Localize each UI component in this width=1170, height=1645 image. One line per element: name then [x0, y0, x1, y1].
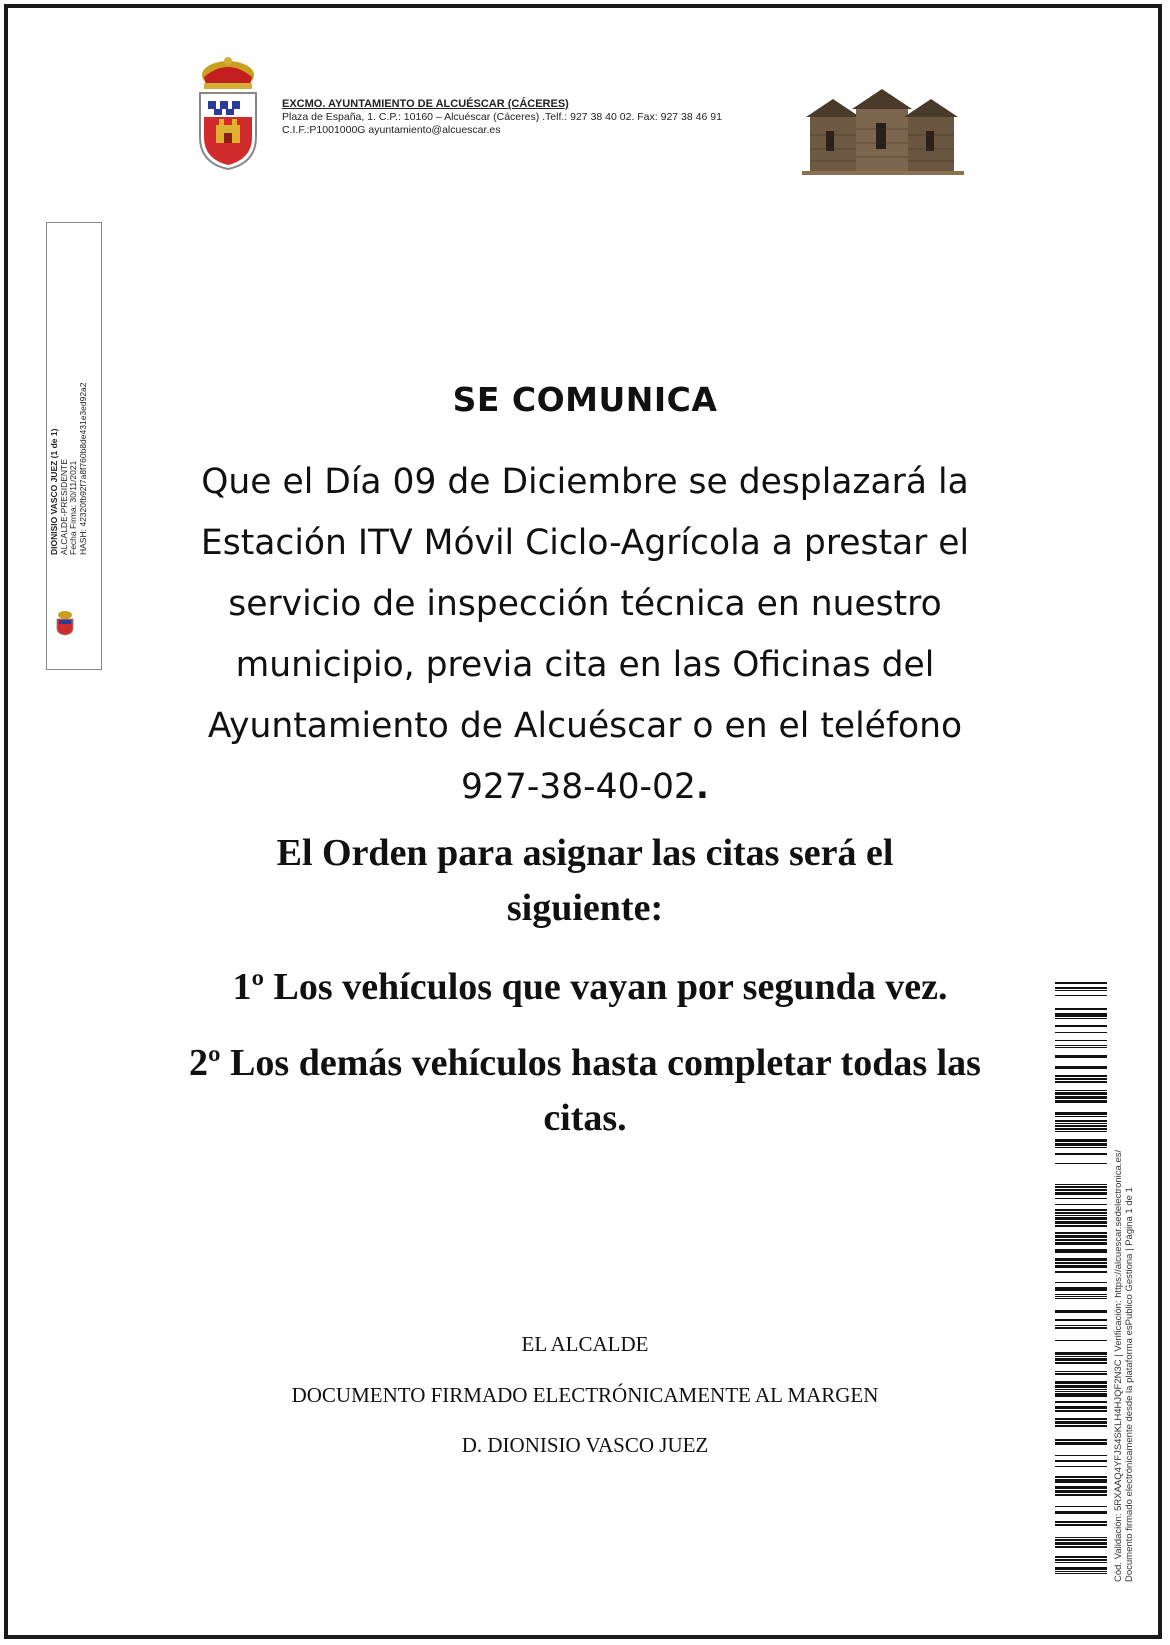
- barcode-bar: [1055, 1116, 1107, 1117]
- barcode-bar: [1055, 1066, 1107, 1069]
- barcode-bar: [1055, 1265, 1107, 1268]
- barcode-bar: [1055, 1123, 1107, 1124]
- barcode-bar: [1055, 1562, 1107, 1563]
- barcode-bar: [1055, 1008, 1107, 1010]
- barcode-bar: [1055, 1381, 1107, 1384]
- barcode-bar: [1055, 1025, 1107, 1027]
- order-title: El Orden para asignar las citas será el siguiente:: [276, 832, 894, 929]
- barcode-bar: [1055, 1296, 1107, 1297]
- barcode-bar: [1055, 1511, 1107, 1514]
- barcode-bar: [1055, 1385, 1107, 1388]
- signer-role: ALCALDE-PRESIDENTE: [58, 459, 69, 555]
- small-coat-of-arms-icon: [55, 610, 75, 636]
- barcode-bar: [1055, 1371, 1107, 1372]
- barcode-bar: [1055, 1221, 1107, 1224]
- barcode-bar: [1055, 1506, 1107, 1507]
- signer-name: DIONISIO VASCO JUEZ (1 de 1): [49, 428, 59, 555]
- barcode-bar: [1055, 1556, 1107, 1558]
- barcode-bar: [1055, 987, 1107, 989]
- barcode-bar: [1055, 1546, 1107, 1548]
- barcode-bar: [1055, 1242, 1107, 1245]
- announcement-text: [185, 452, 985, 818]
- barcode-bar: [1055, 1055, 1107, 1058]
- barcode-bar: [1055, 1096, 1107, 1099]
- barcode-bar: [1055, 1340, 1107, 1341]
- barcode-bar: [1055, 1198, 1107, 1199]
- barcode-bar: [1055, 1018, 1107, 1019]
- organization-name: EXCMO. AYUNTAMIENTO DE ALCUÉSCAR (CÁCERES): [282, 98, 569, 110]
- church-illustration: [802, 85, 964, 175]
- barcode-bar: [1055, 1120, 1107, 1122]
- validation-code-line: Cód. Validación: 5RXAAQ4YFJS4SKLH4HJQF2N3C | Verificación: https://alcuescar.sedelectronica.es/: [1113, 1149, 1124, 1582]
- barcode-bar: [1055, 1559, 1107, 1561]
- barcode: [1055, 982, 1107, 1584]
- barcode-bar: [1055, 1271, 1107, 1273]
- barcode-bar: [1055, 1100, 1107, 1103]
- barcode-bar: [1055, 1209, 1107, 1211]
- barcode-bar: [1055, 1439, 1107, 1441]
- barcode-bar: [1055, 995, 1107, 996]
- validation-text: [1113, 1022, 1135, 1582]
- announcement-body: Que el Día 09 de Diciembre se desplazará la Estación ITV Móvil Ciclo-Agrícola a prestar el servicio de inspección técnica en nuestro municipio, previa cita en las Oficinas del Ayuntamiento de Alcuéscar o en el teléfono 927-38-40-02: [200, 462, 970, 807]
- barcode-bar: [1055, 1410, 1107, 1412]
- barcode-bar: [1055, 1045, 1107, 1046]
- barcode-bar: [1055, 1225, 1107, 1227]
- validation-platform-line: Documento firmado electrónicamente desde la plataforma esPublico Gestiona | Página 1 de 1: [1124, 1187, 1135, 1582]
- barcode-bar: [1055, 1092, 1107, 1095]
- barcode-bar: [1055, 1319, 1107, 1321]
- barcode-bar: [1055, 1192, 1107, 1195]
- barcode-bar: [1055, 1128, 1107, 1130]
- barcode-bar: [1055, 1310, 1107, 1313]
- barcode-bar: [1055, 982, 1107, 984]
- announcement-heading: SE COMUNICA: [452, 380, 718, 419]
- barcode-bar: [1055, 1040, 1107, 1041]
- barcode-bar: [1055, 1217, 1107, 1220]
- barcode-bar: [1055, 1163, 1107, 1164]
- announcement-end: .: [695, 767, 709, 807]
- barcode-bar: [1055, 1571, 1107, 1572]
- barcode-bar: [1055, 1204, 1107, 1205]
- barcode-bar: [1055, 1542, 1107, 1545]
- barcode-bar: [1055, 1401, 1107, 1403]
- barcode-bar: [1055, 1373, 1107, 1375]
- barcode-bar: [1055, 1189, 1107, 1191]
- barcode-bar: [1055, 1282, 1107, 1283]
- order-item-2: 2º Los demás vehículos hasta completar todas las citas.: [189, 1042, 981, 1139]
- barcode-bar: [1055, 1262, 1107, 1264]
- barcode-bar: [1055, 1249, 1107, 1253]
- barcode-bar: [1055, 1352, 1107, 1355]
- barcode-bar: [1055, 1421, 1107, 1424]
- barcode-bar: [1055, 1539, 1107, 1541]
- barcode-bar: [1055, 1032, 1107, 1033]
- order-item-1: 1º Los vehículos que vayan por segunda vez.: [232, 966, 948, 1008]
- barcode-bar: [1055, 1356, 1107, 1357]
- barcode-bar: [1055, 1075, 1107, 1077]
- barcode-bar: [1055, 1047, 1107, 1048]
- barcode-bar: [1055, 1239, 1107, 1241]
- barcode-bar: [1055, 1147, 1107, 1148]
- barcode-bar: [1055, 1425, 1107, 1427]
- barcode-bar: [1055, 1186, 1107, 1188]
- barcode-bar: [1055, 1327, 1107, 1329]
- cif-email-line: C.I.F.:P1001000G ayuntamiento@alcuescar.es: [282, 124, 501, 136]
- signature-title: EL ALCALDE: [521, 1332, 649, 1356]
- barcode-bar: [1055, 1258, 1107, 1261]
- barcode-bar: [1055, 1013, 1107, 1017]
- coat-of-arms-logo: [194, 55, 262, 175]
- barcode-bar: [1055, 1081, 1107, 1083]
- barcode-bar: [1055, 1139, 1107, 1142]
- barcode-bar: [1055, 1494, 1107, 1496]
- barcode-bar: [1055, 1125, 1107, 1127]
- barcode-bar: [1055, 1573, 1107, 1574]
- barcode-bar: [1055, 990, 1107, 991]
- barcode-bar: [1055, 1215, 1107, 1216]
- barcode-bar: [1055, 1391, 1107, 1392]
- barcode-bar: [1055, 1418, 1107, 1420]
- barcode-bar: [1055, 1184, 1107, 1185]
- signature-date: Fecha Firma: 30/11/2021: [68, 460, 78, 555]
- barcode-bar: [1055, 1358, 1107, 1361]
- barcode-bar: [1055, 1567, 1107, 1570]
- barcode-bar: [1055, 1524, 1107, 1526]
- barcode-bar: [1055, 1294, 1107, 1295]
- signature-note: DOCUMENTO FIRMADO ELECTRÓNICAMENTE AL MARGEN: [291, 1383, 879, 1407]
- barcode-bar: [1055, 1235, 1107, 1238]
- barcode-bar: [1055, 1287, 1107, 1291]
- barcode-bar: [1055, 1476, 1107, 1478]
- barcode-bar: [1055, 1389, 1107, 1390]
- barcode-bar: [1055, 1298, 1107, 1299]
- barcode-bar: [1055, 1537, 1107, 1538]
- barcode-bar: [1055, 1143, 1107, 1146]
- barcode-bar: [1055, 1131, 1107, 1132]
- barcode-bar: [1055, 1521, 1107, 1523]
- signature-name: D. DIONISIO VASCO JUEZ: [461, 1433, 709, 1457]
- barcode-bar: [1055, 1090, 1107, 1091]
- barcode-bar: [1055, 1479, 1107, 1483]
- signature-hash: HASH: 42320fb92f7a8f760b8de431e3ed92a2: [77, 382, 88, 555]
- barcode-bar: [1055, 1486, 1107, 1489]
- barcode-bar: [1055, 1442, 1107, 1445]
- barcode-bar: [1055, 1078, 1107, 1080]
- address-line: Plaza de España, 1. C.P.: 10160 – Alcuéscar (Cáceres) .Telf.: 927 38 40 02. Fax: 927 38 46 91: [282, 111, 722, 123]
- barcode-bar: [1055, 1490, 1107, 1493]
- barcode-bar: [1055, 1153, 1107, 1155]
- barcode-bar: [1055, 1362, 1107, 1364]
- barcode-bar: [1055, 1393, 1107, 1397]
- barcode-bar: [1055, 1406, 1107, 1409]
- barcode-bar: [1055, 1466, 1107, 1467]
- barcode-bar: [1055, 1212, 1107, 1214]
- barcode-bar: [1055, 1455, 1107, 1456]
- barcode-bar: [1055, 1232, 1107, 1234]
- barcode-bar: [1055, 1460, 1107, 1462]
- letterhead: [282, 98, 802, 137]
- barcode-bar: [1055, 1325, 1107, 1326]
- barcode-bar: [1055, 1112, 1107, 1115]
- signature-stamp-text: [50, 225, 88, 555]
